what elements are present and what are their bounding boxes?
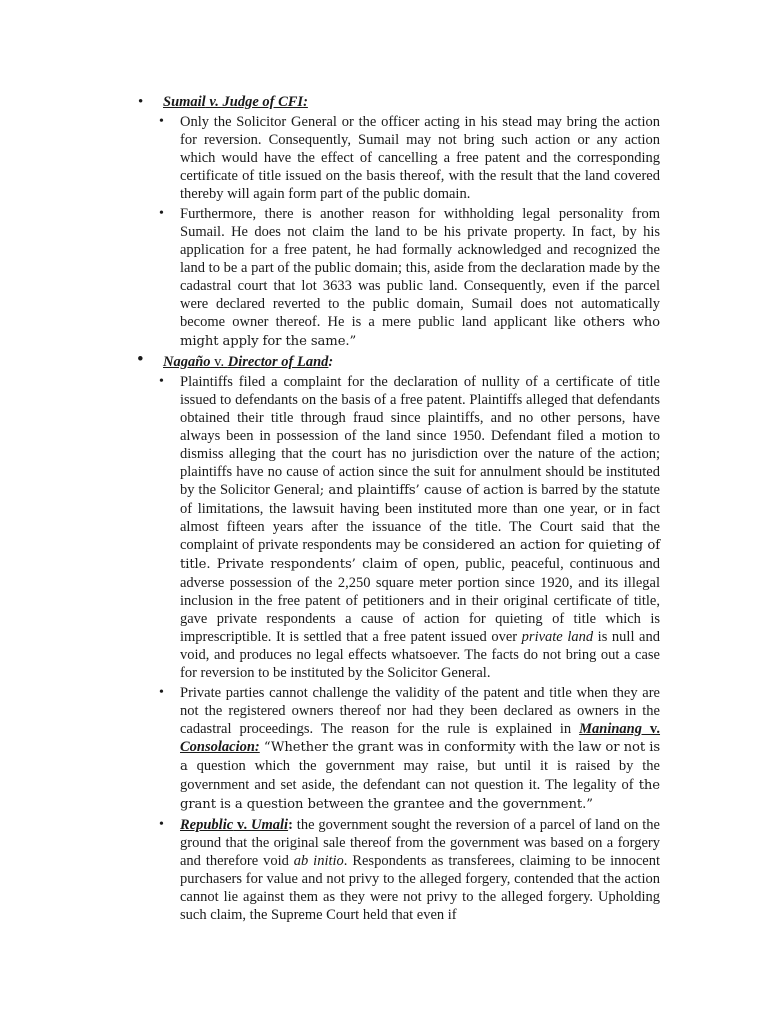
list-item — [140, 113, 660, 203]
case-party-a: Nagaño — [163, 354, 211, 370]
bullet-icon: • — [159, 374, 164, 389]
case-title — [163, 354, 333, 370]
case-citation-versus: v. — [642, 721, 661, 737]
bullet-icon: • — [138, 94, 144, 110]
case-colon: : — [328, 354, 334, 370]
case-title — [163, 94, 308, 110]
case-points — [140, 373, 660, 924]
case-party-a: Sumail — [163, 94, 206, 110]
paragraph-text: the government sought the reversion of a parcel of land on the ground that the original sale thereof from the government was based on a forgery and therefore void — [180, 817, 660, 869]
case-versus: v. — [210, 354, 228, 370]
paragraph-text: . Respondents as transferees, claiming to be innocent purchasers for value and not privy to the alleged forgery, contended that the action cannot lie against them as they were not privy to the alleged forgery. Upholding such claim, the Supreme Court held that even if — [180, 853, 660, 923]
paragraph-text-alt: ; and plaintiffs’ cause of action — [319, 483, 524, 498]
case-citation: Republic — [180, 817, 234, 833]
paragraph-text-alt: others who might apply for the same.” — [180, 315, 661, 349]
case-colon: : — [288, 817, 293, 833]
paragraph-text: Private parties cannot challenge the validity of the patent and title when they are not the registered owners thereof nor had they been declared as owners in the cadastral proceedings. The reason for the rule is explained in — [180, 685, 660, 737]
paragraph-text: is null and void, and produces no legal effects whatsoever. The facts do not bring out a case for reversion to be instituted by the Solicitor General. — [180, 629, 660, 681]
case-heading — [137, 349, 660, 373]
paragraph-text-alt: considered an action for quieting of title. Private respondents’ claim of open, — [180, 538, 660, 572]
case-versus: v. — [205, 94, 223, 110]
bullet-icon: • — [159, 817, 164, 832]
case-party-b: Director of Land — [227, 354, 329, 370]
list-item — [140, 684, 660, 814]
quote-text: question which the government may raise, but until it is raised by the government and set aside, the defendant can not question it. The legality of — [180, 758, 660, 793]
quote-text-alt: the grant is a question between the grantee and the government.” — [180, 778, 660, 812]
case-citation-versus: v. — [233, 817, 252, 833]
paragraph-text: public, peaceful, continuous and adverse possession of the 2,250 square meter portion since 1920, and its illegal inclusion in the free patent of petitioners and in their original certificate of title, gave private respondents a cause of action for quieting of title which is imprescriptible. It is settled that a free patent issued over — [180, 556, 661, 645]
list-item — [140, 816, 660, 924]
case-sumail — [140, 93, 660, 351]
case-nagano — [137, 349, 661, 924]
list-item — [140, 373, 660, 682]
paragraph-text: is barred by the statute of limitations, the lawsuit having been instituted more than one year, or in fact almost fifteen years after the issuance of the title. The Court said that the complaint of private respondents may be — [180, 482, 660, 553]
list-item — [140, 205, 660, 351]
bullet-icon: • — [159, 685, 164, 700]
case-heading — [140, 93, 660, 113]
bullet-icon: • — [137, 349, 144, 370]
bullet-icon: • — [159, 114, 164, 129]
emphasis-text: ab initio — [293, 853, 344, 869]
case-citation: Consolacion: — [180, 739, 260, 755]
paragraph-text: Furthermore, there is another reason for withholding legal personality from Sumail. He does not claim the land to be his private property. In fact, by his application for a free patent, he had formally acknowledged and recognized the land to be a part of the public domain; this, aside from the declaration made by the cadastral court that lot 3633 was public land. Consequently, even if the parcel were declared reverted to the public domain, Sumail does not automatically become owner thereof. He is a mere public land applicant like — [180, 206, 660, 330]
paragraph-text: Only the Solicitor General or the officer acting in his stead may bring the action for reversion. Consequently, Sumail may not bring such action or any action which would have the effect of cancelling a free patent and the corresponding certificate of title issued on the basis thereof, with the result that the land covered thereby will again form part of the public domain. — [180, 114, 660, 202]
case-citation: Maninang — [579, 721, 642, 737]
bullet-icon: • — [159, 206, 164, 221]
quote-text: “Whether the grant was in conformity with the law or not is a — [180, 740, 660, 774]
case-citation: Umali — [251, 817, 289, 833]
case-points — [140, 113, 660, 351]
case-party-b: Judge of CFI: — [222, 94, 308, 110]
paragraph-text: Plaintiffs filed a complaint for the declaration of nullity of a certificate of title issued to defendants on the basis of a free patent. Plaintiffs alleged that defendants obtained their title through fraud since plaintiffs, and no other persons, have always been in possession of the land since 1950. Defendant filed a motion to dismiss alleging that the court has no jurisdiction over the nature of the action; plaintiffs have no cause of action since the suit for annulment should be instituted by the Solicitor General — [180, 374, 660, 498]
emphasis-text: private land — [521, 629, 594, 645]
